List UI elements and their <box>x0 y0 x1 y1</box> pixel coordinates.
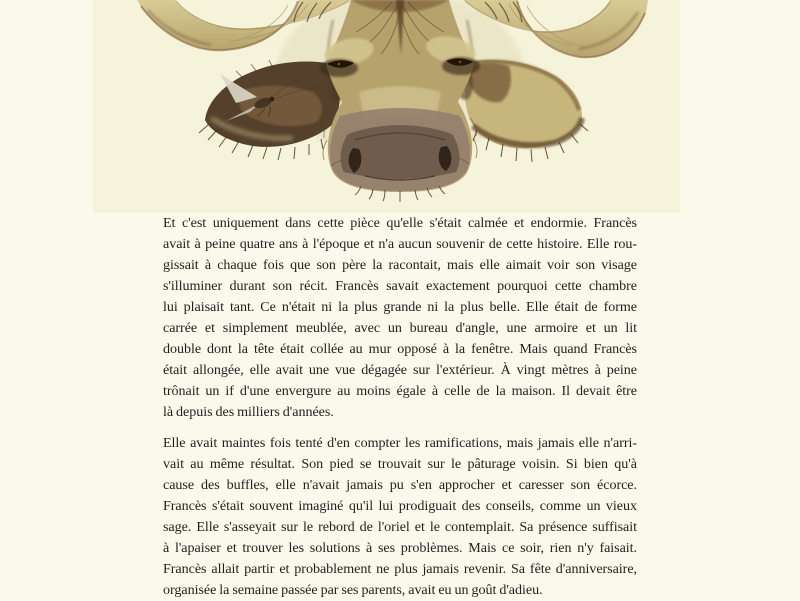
buffalo-illustration <box>93 0 680 213</box>
text-line: double dont la tête était collée au mur opposé à la fenêtre. Mais quand Francès <box>163 341 637 357</box>
text-line: sage. Elle s'asseyait sur le rebord de l'oriel et le contemplait. Sa présence suffisait <box>163 519 637 535</box>
text-line: organisée la semaine passée par ses parents, avait eu un goût d'adieu. <box>163 582 543 598</box>
buffalo-face <box>320 0 480 202</box>
text-line: carrée et simplement meublée, avec un bureau d'angle, une armoire et un lit <box>163 320 637 336</box>
fly-head <box>270 97 275 102</box>
text-line: vait au même résultat. Son pied se trouvait sur le pâturage voisin. Si bien qu'à <box>163 456 637 472</box>
text-line: était allongée, elle avait une vue dégagée sur l'extérieur. À vingt mètres à peine <box>163 362 637 378</box>
text-line: Elle avait maintes fois tenté d'en compter les ramifications, mais jamais elle n'arri- <box>163 435 637 451</box>
text-line: cause des buffles, elle n'avait jamais pu s'en approcher et caresser son écorce. <box>163 477 637 493</box>
illustration-panel <box>93 0 680 213</box>
text-line: gissait à chaque fois que son père la racontait, mais elle aimait voir son visage <box>163 257 637 273</box>
page-text <box>163 213 637 601</box>
text-line: avait à peine quatre ans à l'époque et n'a aucun souvenir de cette histoire. Elle rou- <box>163 236 637 252</box>
text-line: Francès allait partir et probablement ne plus jamais revenir. Sa fête d'anniversaire, <box>163 561 637 577</box>
paragraph-1 <box>163 213 637 423</box>
text-line: trônait un if d'une envergure au moins égale à celle de la maison. Il devait être <box>163 383 637 399</box>
paragraph-2 <box>163 433 637 601</box>
text-line: Francès s'était souvent imaginé qu'il lui prodiguait des conseils, comme un vieux <box>163 498 637 514</box>
text-line: à l'apaiser et trouver les solutions à ses problèmes. Mais ce soir, rien n'y faisait. <box>163 540 637 556</box>
text-line: là depuis des milliers d'années. <box>163 404 334 420</box>
text-line: s'illuminer durant son récit. Francès savait exactement pourquoi cette chambre <box>163 278 637 294</box>
text-line: lui plaisait tant. Ce n'était ni la plus grande ni la plus belle. Elle était de forme <box>163 299 637 315</box>
text-line: Et c'est uniquement dans cette pièce qu'elle s'était calmée et endormie. Francès <box>163 215 637 231</box>
